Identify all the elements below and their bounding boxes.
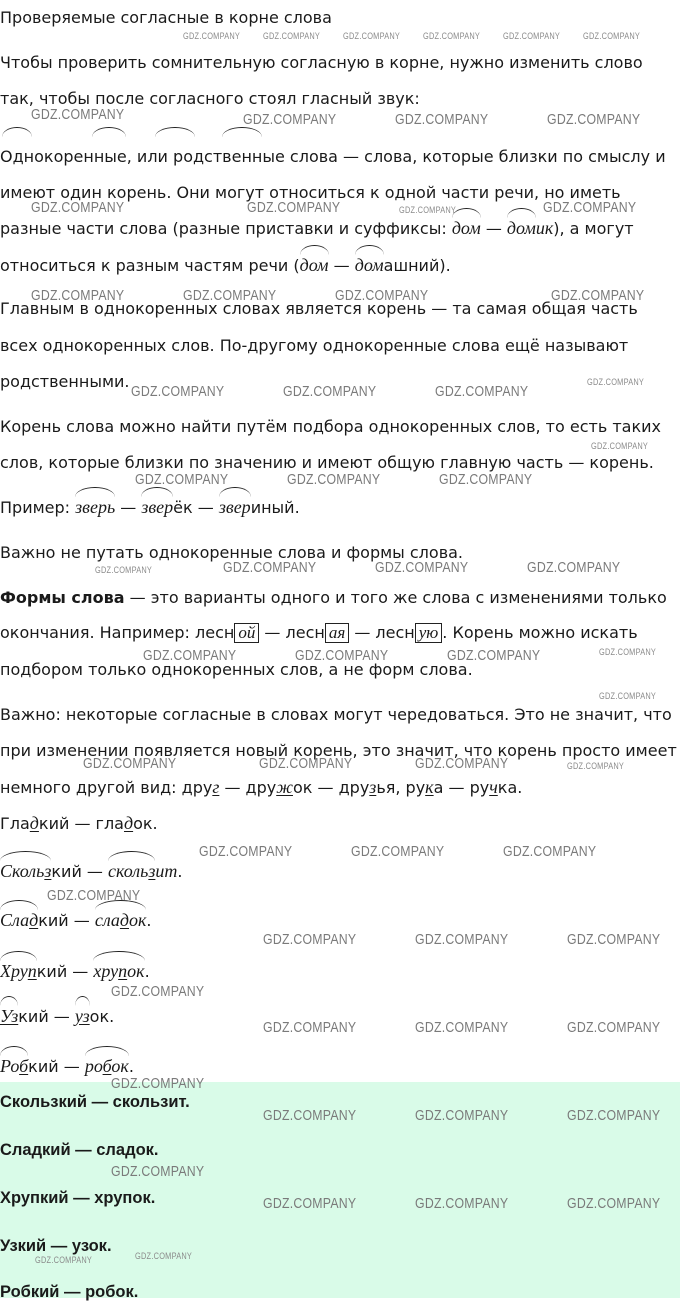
watermark: GDZ.COMPANY: [259, 755, 353, 772]
checked-letter: б: [19, 1056, 29, 1076]
alternation-line-1: Важно: некоторые согласные в словах могут чередоваться. Это не значит, что: [0, 705, 672, 724]
watermark: GDZ.COMPANY: [335, 287, 429, 304]
checked-letter: з: [44, 861, 52, 881]
watermark: GDZ.COMPANY: [423, 31, 481, 41]
watermark: GDZ.COMPANY: [551, 287, 645, 304]
watermark: GDZ.COMPANY: [543, 199, 637, 216]
watermark: GDZ.COMPANY: [183, 287, 277, 304]
watermark: GDZ.COMPANY: [351, 843, 445, 860]
watermark: GDZ.COMPANY: [587, 377, 645, 387]
watermark: GDZ.COMPANY: [247, 199, 341, 216]
answer-line: Сладкий — сладок.: [0, 1141, 159, 1159]
checked-letter: д: [29, 813, 39, 833]
watermark: GDZ.COMPANY: [591, 441, 649, 451]
text-fragment: кий: [28, 1057, 59, 1076]
answer-line: Хрупкий — хрупок.: [0, 1189, 156, 1207]
forms-def-line-2: [0, 622, 638, 644]
watermark: GDZ.COMPANY: [263, 1195, 357, 1212]
example-gladkiy: [0, 812, 158, 835]
text-fragment: — это варианты одного и того же слова с изменениями только: [124, 588, 667, 607]
checked-letter: д: [29, 910, 39, 930]
text-fragment: ро: [84, 1056, 103, 1076]
answer-line: Робкий — робок.: [0, 1283, 139, 1301]
text-fragment: иный.: [250, 498, 300, 517]
watermark: GDZ.COMPANY: [287, 471, 381, 488]
related-words-line-1: Однокоренные, или родственные слова — слова, которые близки по смыслу и: [0, 147, 666, 166]
root-main-line-1: Главным в однокоренных словах является корень — та самая общая часть: [0, 299, 638, 318]
watermark: GDZ.COMPANY: [31, 106, 125, 123]
watermark: GDZ.COMPANY: [111, 1163, 205, 1180]
watermark: GDZ.COMPANY: [143, 647, 237, 664]
watermark: GDZ.COMPANY: [295, 647, 389, 664]
rule-text-line-2: так, чтобы после согласного стоял гласный звук:: [0, 89, 420, 108]
checked-letter: д: [119, 910, 129, 930]
dash: —: [115, 498, 142, 517]
example-root-dom: дом: [506, 218, 536, 238]
watermark: GDZ.COMPANY: [435, 383, 529, 400]
watermark: GDZ.COMPANY: [399, 205, 457, 215]
watermark: GDZ.COMPANY: [503, 31, 561, 41]
text-fragment: окончания. Например: лесн: [0, 623, 235, 642]
text-fragment: ок: [129, 910, 147, 930]
text-fragment: сла: [94, 910, 120, 930]
forms-warning: Важно не путать однокоренные слова и формы слова.: [0, 543, 464, 562]
text-fragment: .: [144, 962, 150, 981]
text-fragment: ит: [155, 861, 178, 881]
watermark: GDZ.COMPANY: [599, 691, 657, 701]
example-pair: [0, 1005, 114, 1028]
rule-text-line-1: Чтобы проверить сомнительную согласную в корне, нужно изменить слово: [0, 53, 643, 72]
text-fragment: ёк: [173, 498, 193, 517]
root-arc-mark: [92, 127, 126, 137]
dash: —: [192, 498, 219, 517]
dash: —: [58, 1057, 85, 1076]
watermark: GDZ.COMPANY: [131, 383, 225, 400]
find-root-line-1: Корень слова можно найти путём подбора однокоренных слов, то есть таких: [0, 417, 662, 436]
text-fragment: ашний).: [383, 256, 451, 275]
text-fragment: кий: [18, 1007, 49, 1026]
watermark: GDZ.COMPANY: [415, 1195, 509, 1212]
text-fragment: — дру: [219, 778, 277, 797]
related-words-line-2: имеют один корень. Они могут относиться к одной части речи, но иметь: [0, 183, 621, 202]
checked-letter: б: [102, 1056, 112, 1076]
alternation-line-2: при изменении появляется новый корень, это значит, что корень просто имеет: [0, 741, 677, 760]
example-label: Пример:: [0, 498, 76, 517]
watermark: GDZ.COMPANY: [415, 755, 509, 772]
ending-box: ая: [325, 623, 349, 643]
checked-letter: д: [123, 813, 134, 833]
watermark: GDZ.COMPANY: [567, 1195, 661, 1212]
watermark: GDZ.COMPANY: [375, 559, 469, 576]
text-fragment: ок: [111, 1056, 129, 1076]
text-fragment: ок: [127, 961, 145, 981]
text-fragment: ок: [89, 1007, 110, 1026]
root-arc-mark: [2, 127, 32, 137]
watermark: GDZ.COMPANY: [283, 383, 377, 400]
forms-term: Формы слова: [0, 588, 125, 607]
ending-box: ую: [415, 623, 443, 643]
alternation-line-3: [0, 776, 522, 799]
text-fragment: относиться к разным частям речи (: [0, 256, 300, 275]
watermark: GDZ.COMPANY: [31, 199, 125, 216]
dash: —: [67, 962, 94, 981]
text-fragment: Сколь: [0, 861, 45, 881]
text-fragment: .: [146, 911, 152, 930]
text-fragment: — лесн: [349, 623, 415, 642]
watermark: GDZ.COMPANY: [263, 931, 357, 948]
checked-letter: п: [27, 961, 37, 981]
text-fragment: немного другой вид: дру: [0, 778, 213, 797]
text-fragment: Сла: [0, 910, 30, 930]
related-words-line-4: [0, 254, 451, 277]
text-fragment: Гла: [0, 814, 30, 833]
watermark: GDZ.COMPANY: [263, 1019, 357, 1036]
page-title: Проверяемые согласные в корне слова: [0, 8, 332, 27]
watermark: GDZ.COMPANY: [83, 755, 177, 772]
text-fragment: — лесн: [259, 623, 325, 642]
text-fragment: ), а могут: [553, 219, 634, 238]
text-fragment: Уз: [0, 1006, 19, 1026]
alternating-letter: к: [425, 777, 434, 797]
watermark: GDZ.COMPANY: [395, 111, 489, 128]
text-fragment: хру: [93, 961, 119, 981]
find-root-line-2: слов, которые близки по значению и имеют общую главную часть — корень.: [0, 453, 654, 472]
example-pair: [0, 960, 150, 983]
text-fragment: сколь: [108, 861, 149, 881]
watermark: GDZ.COMPANY: [95, 565, 153, 575]
example-root: звер: [141, 497, 174, 517]
text-fragment: кий: [38, 911, 69, 930]
example-word-dom: дом: [451, 218, 481, 238]
text-fragment: уз: [74, 1006, 90, 1026]
root-arc-mark: [222, 127, 262, 137]
text-fragment: разные части слова (разные приставки и суффиксы:: [0, 219, 452, 238]
text-fragment: а — ру: [433, 778, 490, 797]
watermark: GDZ.COMPANY: [263, 1107, 357, 1124]
watermark: GDZ.COMPANY: [111, 983, 205, 1000]
example-line: [0, 496, 300, 519]
text-fragment: ка.: [497, 778, 523, 797]
text-fragment: Ро: [0, 1056, 20, 1076]
watermark: GDZ.COMPANY: [503, 843, 597, 860]
watermark: GDZ.COMPANY: [599, 647, 657, 657]
alternating-letter: г: [212, 777, 220, 797]
watermark: GDZ.COMPANY: [547, 111, 641, 128]
watermark: GDZ.COMPANY: [343, 31, 401, 41]
forms-def-line-3: подбором только однокоренных слов, а не форм слова.: [0, 660, 473, 679]
text-fragment: ок — дру: [292, 778, 370, 797]
watermark: GDZ.COMPANY: [415, 1107, 509, 1124]
watermark: GDZ.COMPANY: [243, 111, 337, 128]
alternating-letter: ч: [489, 777, 498, 797]
watermark: GDZ.COMPANY: [567, 761, 625, 771]
watermark: GDZ.COMPANY: [263, 31, 321, 41]
dash: —: [48, 1007, 75, 1026]
checked-letter: з: [148, 861, 156, 881]
root-main-line-3: родственными.: [0, 372, 130, 391]
root-arc-mark: [155, 127, 195, 137]
checked-letter: п: [118, 961, 128, 981]
watermark: GDZ.COMPANY: [47, 887, 141, 904]
root-main-line-2: всех однокоренных слов. По-другому однокоренные слова ещё называют: [0, 336, 629, 355]
watermark: GDZ.COMPANY: [135, 1251, 193, 1261]
text-fragment: Хру: [0, 961, 28, 981]
example-pair: [0, 909, 152, 932]
watermark: GDZ.COMPANY: [527, 559, 621, 576]
watermark: GDZ.COMPANY: [135, 471, 229, 488]
ending-box: ой: [234, 623, 259, 643]
example-word-dom: дом: [299, 255, 329, 275]
text-fragment: .: [128, 1057, 134, 1076]
watermark: GDZ.COMPANY: [567, 931, 661, 948]
answer-line: Узкий — узок.: [0, 1237, 112, 1255]
alternating-letter: ж: [276, 777, 293, 797]
watermark: GDZ.COMPANY: [415, 1019, 509, 1036]
watermark: GDZ.COMPANY: [415, 931, 509, 948]
text-fragment: . Корень можно искать: [442, 623, 638, 642]
dash: —: [328, 256, 355, 275]
watermark: GDZ.COMPANY: [199, 843, 293, 860]
example-word: зверь: [75, 497, 116, 517]
watermark: GDZ.COMPANY: [111, 1075, 205, 1092]
related-words-line-3: [0, 217, 634, 240]
text-fragment: .: [109, 1007, 115, 1026]
answer-line: Скользкий — скользит.: [0, 1093, 190, 1111]
watermark: GDZ.COMPANY: [183, 31, 241, 41]
text-fragment: кий: [36, 962, 68, 981]
watermark: GDZ.COMPANY: [447, 647, 541, 664]
watermark: GDZ.COMPANY: [583, 31, 641, 41]
text-fragment: кий — гла: [38, 814, 124, 833]
text-fragment: ья, ру: [376, 778, 426, 797]
watermark: GDZ.COMPANY: [31, 287, 125, 304]
dash: —: [68, 911, 95, 930]
text-fragment: .: [177, 862, 183, 881]
example-root: звер: [218, 497, 251, 517]
example-suffix: ик: [535, 218, 554, 238]
watermark: GDZ.COMPANY: [567, 1019, 661, 1036]
watermark: GDZ.COMPANY: [439, 471, 533, 488]
watermark: GDZ.COMPANY: [223, 559, 317, 576]
text-fragment: кий: [51, 862, 82, 881]
alternating-letter: з: [369, 777, 377, 797]
watermark: GDZ.COMPANY: [567, 1107, 661, 1124]
dash: —: [81, 862, 109, 881]
dash: —: [480, 219, 507, 238]
text-fragment: ок.: [133, 814, 158, 833]
example-root-dom: дом: [354, 255, 384, 275]
forms-def-line-1: [0, 587, 667, 609]
watermark: GDZ.COMPANY: [35, 1255, 93, 1265]
example-pair: [0, 860, 182, 883]
